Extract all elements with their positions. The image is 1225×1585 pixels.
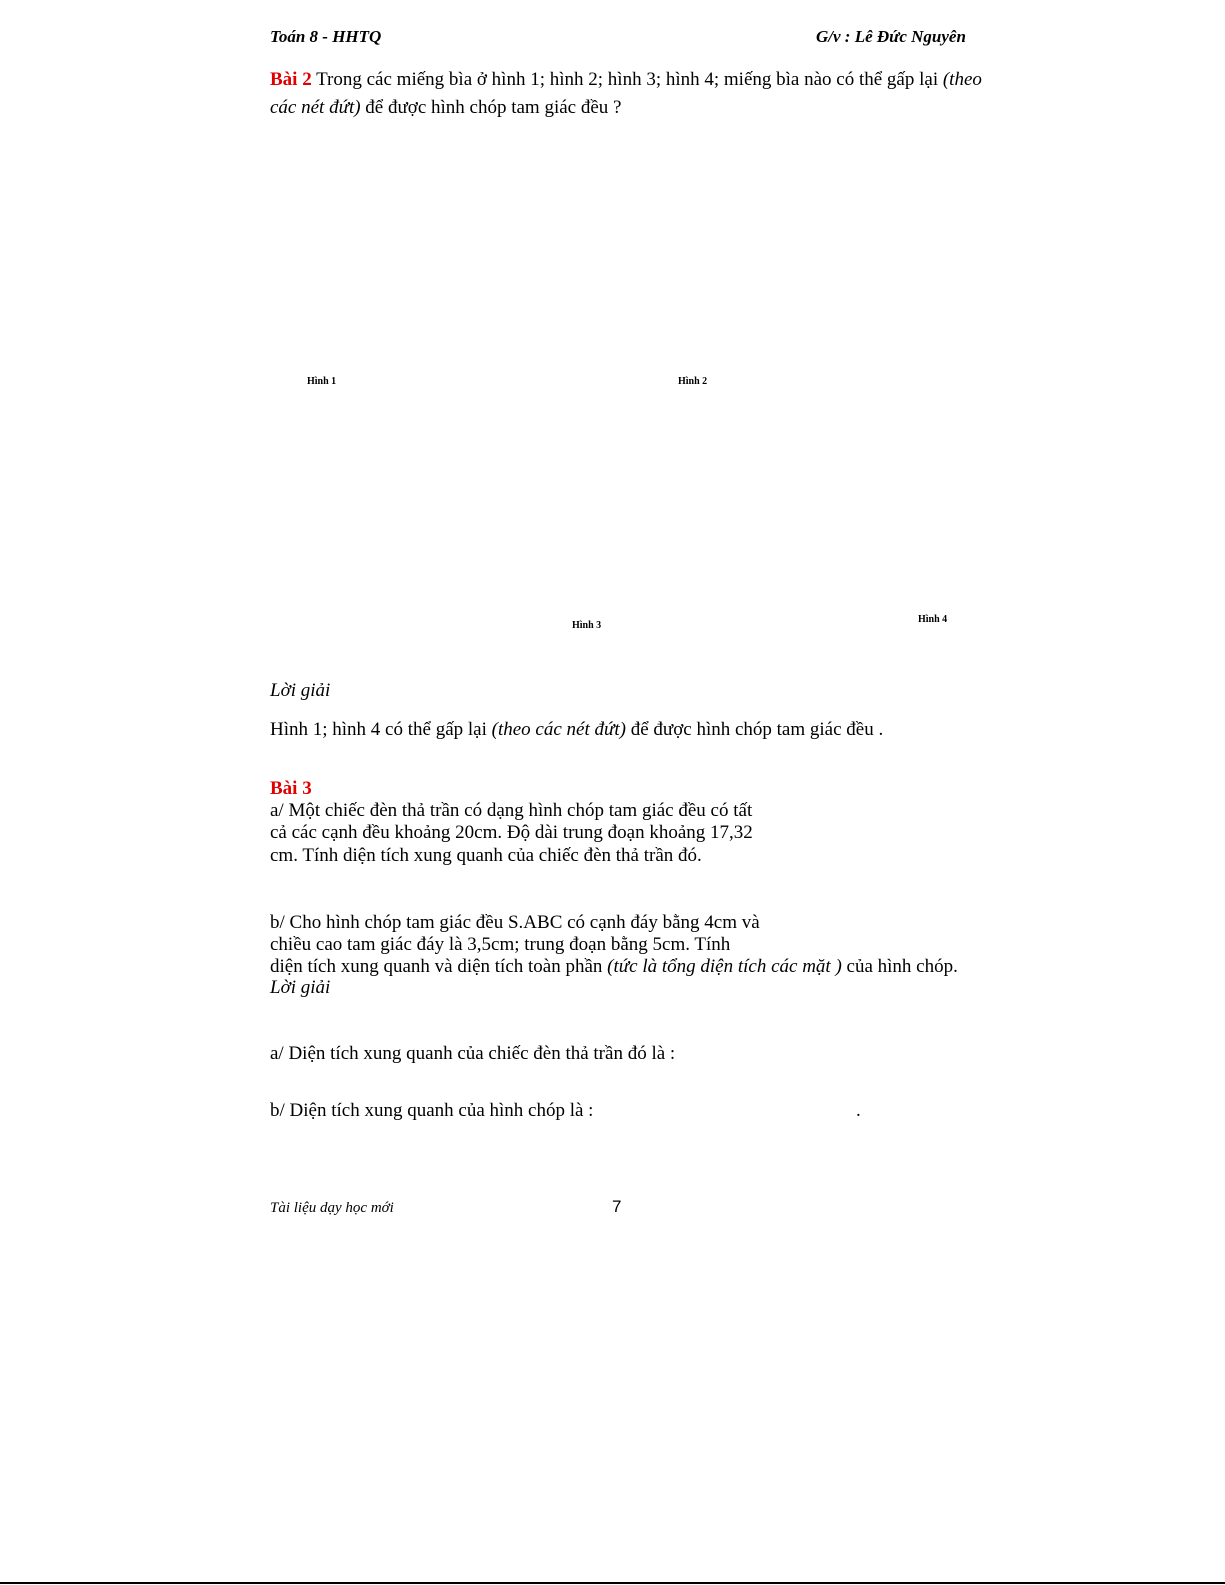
bai3-label: Bài 3 xyxy=(270,778,312,799)
solution2-text-after: để được hình chóp tam giác đều . xyxy=(625,719,884,740)
bai3-b-line2: chiều cao tam giác đáy là 3,5cm; trung đoạn bằng 5cm. Tính xyxy=(270,934,731,955)
figure-caption-2: Hình 2 xyxy=(678,376,708,387)
bai2-italic-1: (theo xyxy=(942,69,982,90)
bai2-italic-2: các nét đứt) xyxy=(270,97,361,118)
bai3-b-line3-italic: (tức là tổng diện tích các mặt ) xyxy=(607,956,842,977)
bai3-b-line3-text: diện tích xung quanh và diện tích toàn phần xyxy=(270,956,608,977)
header-left: Toán 8 - HHTQ xyxy=(270,27,382,46)
bai3-a-line1: a/ Một chiếc đèn thả trần có dạng hình chóp tam giác đều có tất xyxy=(270,800,753,821)
bai2-label: Bài 2 xyxy=(270,69,312,90)
figure-caption-1: Hình 1 xyxy=(307,376,337,387)
bai2-text-2: để được hình chóp tam giác đều ? xyxy=(360,97,622,118)
solution2-text-before: Hình 1; hình 4 có thể gấp lại xyxy=(270,719,492,740)
page-bottom-rule xyxy=(0,1582,1225,1584)
figure-caption-4: Hình 4 xyxy=(918,614,948,625)
header-right: G/v : Lê Đức Nguyên xyxy=(816,27,966,46)
bai3-b-line1: b/ Cho hình chóp tam giác đều S.ABC có cạnh đáy bằng 4cm và xyxy=(270,912,760,933)
solution2-heading: Lời giải xyxy=(270,680,331,701)
bai3-solution-heading: Lời giải xyxy=(270,977,331,998)
solution2-text-italic: (theo các nét đứt) xyxy=(491,719,626,740)
footer-left: Tài liệu dạy học mới xyxy=(270,1200,394,1216)
figure-caption-3: Hình 3 xyxy=(572,620,602,631)
bai2-line1 xyxy=(270,67,982,93)
solution2-text xyxy=(270,717,883,743)
bai3-b-line3 xyxy=(270,954,958,980)
bai3-answer-a: a/ Diện tích xung quanh của chiếc đèn thả trần đó là : xyxy=(270,1043,676,1064)
bai3-a-line2: cả các cạnh đều khoảng 20cm. Độ dài trung đoạn khoảng 17,32 xyxy=(270,822,753,843)
bai2-text: Trong các miếng bìa ở hình 1; hình 2; hình 3; hình 4; miếng bìa nào có thể gấp lại xyxy=(311,69,943,90)
bai3-answer-b-end: . xyxy=(856,1100,861,1121)
bai3-b-line3-after: của hình chóp. xyxy=(841,956,958,977)
bai3-a-line3: cm. Tính diện tích xung quanh của chiếc đèn thả trần đó. xyxy=(270,845,702,866)
page-number: 7 xyxy=(612,1197,622,1216)
bai2-line2 xyxy=(270,95,621,121)
bai3-answer-b: b/ Diện tích xung quanh của hình chóp là : xyxy=(270,1100,594,1121)
